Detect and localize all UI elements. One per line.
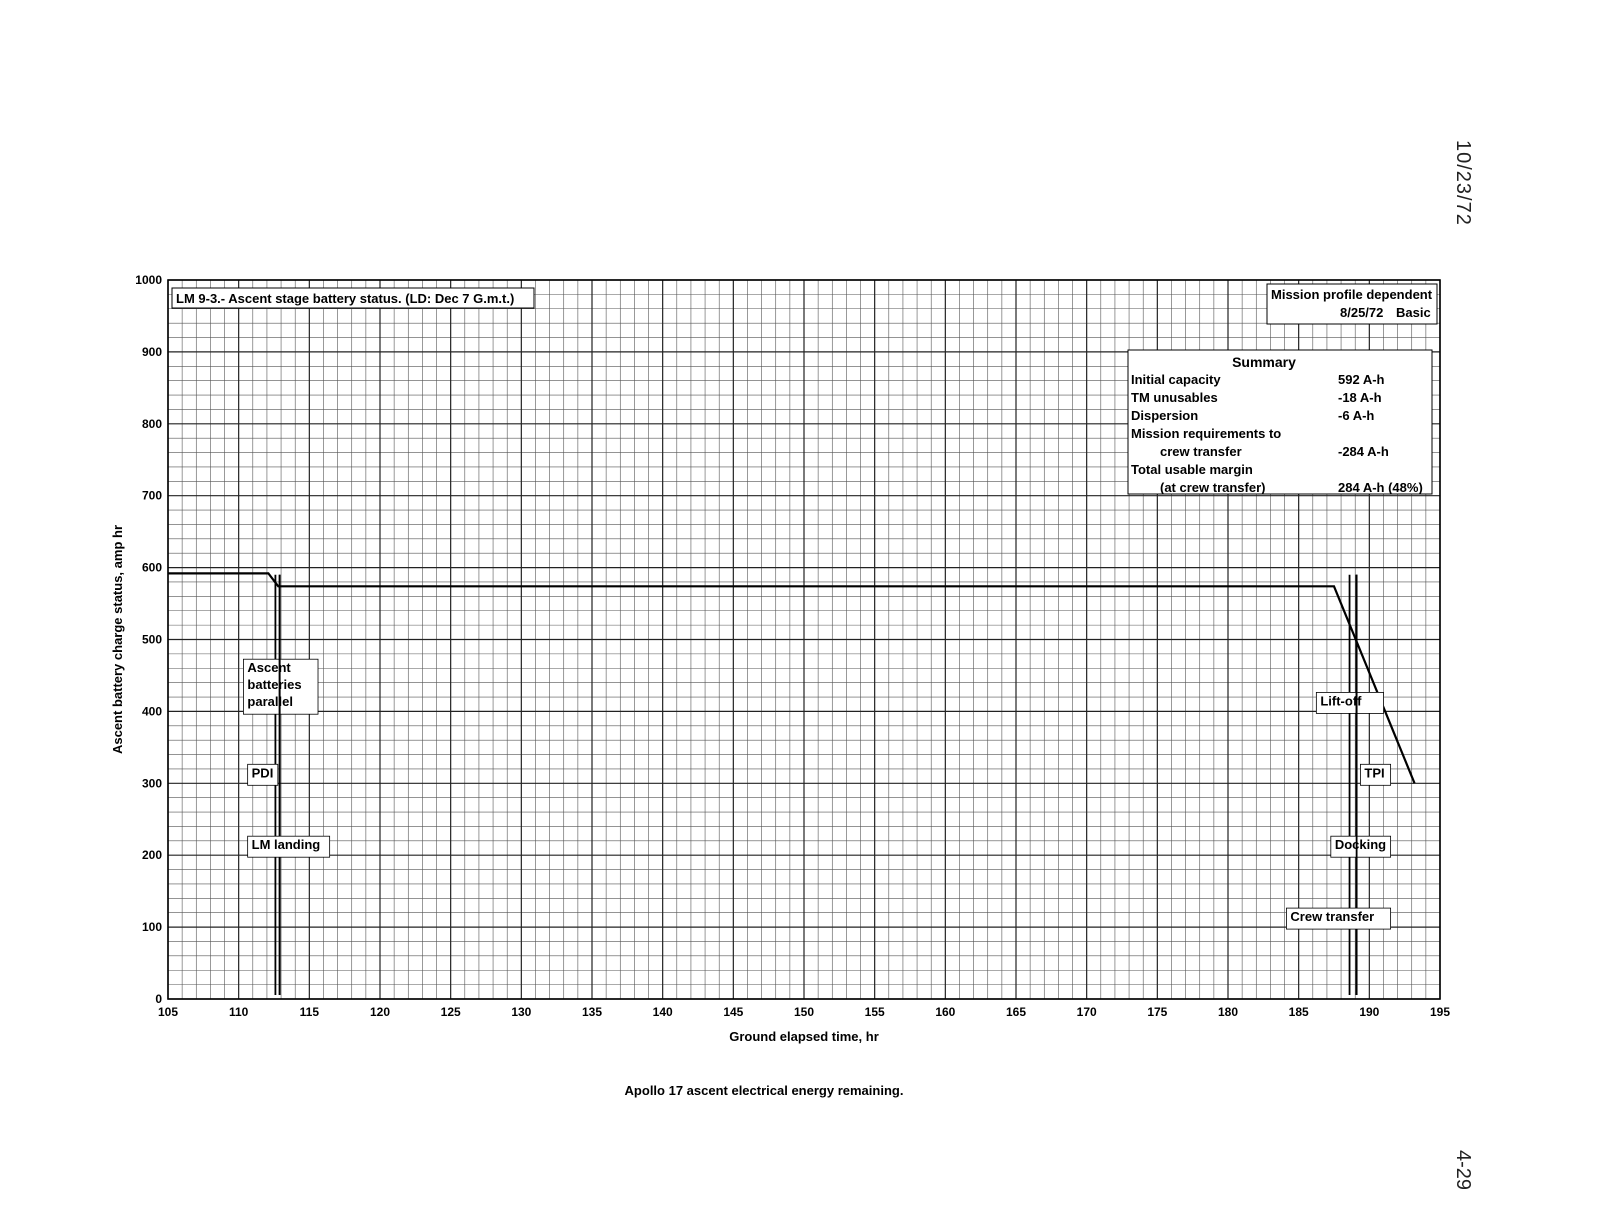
event-label: TPI [1364, 765, 1385, 781]
x-tick-label: 145 [723, 1005, 744, 1019]
summary-row-label: crew transfer [1160, 444, 1242, 459]
page-number: 4-29 [1452, 1150, 1474, 1191]
y-tick-label: 400 [141, 704, 162, 719]
x-tick-label: 130 [511, 1005, 532, 1019]
y-tick-label: 800 [141, 416, 162, 431]
summary-row-label: TM unusables [1131, 390, 1218, 405]
y-tick-label: 600 [141, 560, 162, 575]
x-tick-label: 180 [1217, 1005, 1239, 1019]
y-tick-label: 900 [141, 344, 162, 359]
x-tick-label: 160 [935, 1005, 956, 1019]
x-tick-label: 170 [1076, 1005, 1097, 1019]
summary-row-label: Initial capacity [1131, 372, 1221, 387]
event-label: PDI [251, 765, 274, 781]
x-tick-label: 120 [369, 1005, 391, 1019]
profile-box [1267, 284, 1437, 324]
event-label: Ascent [247, 660, 291, 676]
y-axis-label: Ascent battery charge status, amp hr [110, 524, 125, 755]
x-tick-label: 185 [1288, 1005, 1309, 1019]
event-label: Crew transfer [1290, 909, 1375, 925]
y-tick-label: 1000 [135, 273, 162, 287]
event-markers [243, 575, 1390, 995]
y-tick-label: 0 [155, 992, 162, 1006]
y-tick-label: 300 [141, 776, 162, 791]
summary-row-value: -6 A-h [1338, 408, 1375, 423]
x-tick-label: 150 [793, 1005, 815, 1019]
y-tick-label: 200 [141, 848, 162, 863]
event-label: batteries [247, 677, 302, 693]
profile-line1: Mission profile dependent [1271, 287, 1433, 302]
y-tick-label: 100 [141, 920, 162, 935]
x-tick-label: 195 [1429, 1005, 1451, 1019]
event-label: Lift-off [1320, 693, 1362, 709]
event-label: Docking [1334, 837, 1387, 853]
panel-title: LM 9-3.- Ascent stage battery status. (LD: Dec 7 G.m.t.) [176, 291, 515, 306]
panel-title-box [172, 288, 534, 308]
date-stamp: 10/23/72 [1452, 140, 1474, 226]
y-tick-label: 700 [141, 488, 162, 503]
event-label: parallel [247, 694, 293, 710]
figure-caption: Apollo 17 ascent electrical energy remaining. [624, 1083, 904, 1098]
summary-row-label: Total usable margin [1131, 462, 1253, 477]
x-tick-label: 135 [581, 1005, 603, 1019]
x-tick-label: 190 [1359, 1005, 1380, 1019]
summary-row-label: (at crew transfer) [1160, 480, 1266, 495]
profile-date: 8/25/72 [1340, 305, 1384, 320]
summary-row-label: Dispersion [1131, 408, 1199, 423]
x-tick-label: 175 [1147, 1005, 1168, 1019]
x-tick-label: 165 [1005, 1005, 1027, 1019]
x-tick-label: 105 [157, 1005, 179, 1019]
x-tick-label: 155 [864, 1005, 885, 1019]
x-tick-label: 115 [299, 1005, 320, 1019]
summary-row-value: 284 A-h (48%) [1338, 480, 1423, 495]
summary-row-label: Mission requirements to [1131, 426, 1282, 441]
summary-row-value: 592 A-h [1338, 372, 1385, 387]
x-tick-label: 110 [228, 1005, 249, 1019]
summary-row-value: -284 A-h [1338, 444, 1389, 459]
x-axis-label: Ground elapsed time, hr [729, 1029, 879, 1044]
summary-title: Summary [1232, 354, 1296, 370]
summary-row-value: -18 A-h [1338, 390, 1382, 405]
event-label: LM landing [251, 837, 321, 853]
y-tick-label: 500 [141, 632, 162, 647]
summary-box [1128, 350, 1432, 495]
x-tick-label: 125 [440, 1005, 461, 1019]
x-tick-label: 140 [652, 1005, 673, 1019]
profile-label: Basic [1396, 305, 1431, 320]
